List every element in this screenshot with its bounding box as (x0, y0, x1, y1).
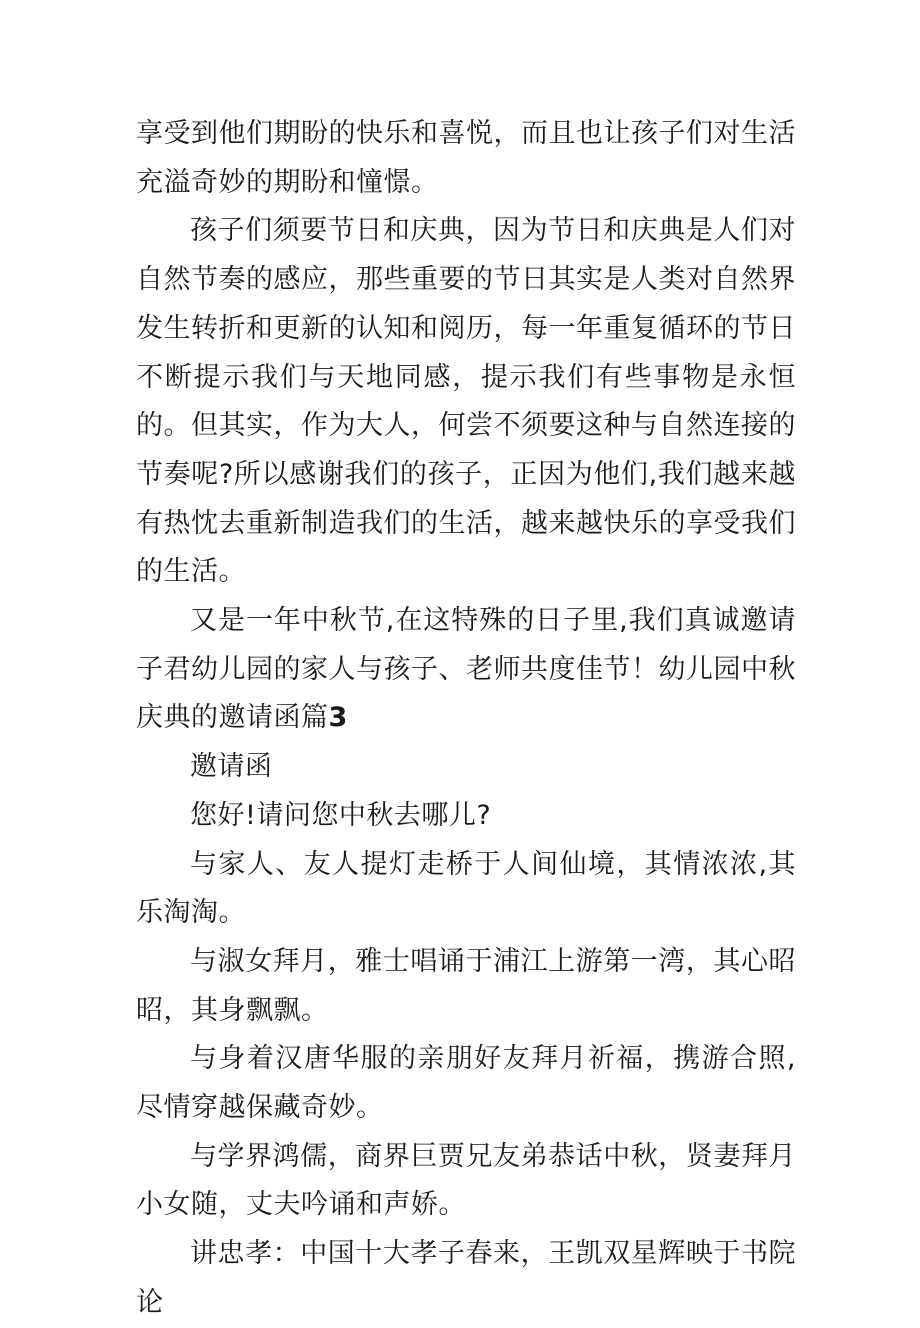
paragraph-loyalty: 讲忠孝：中国十大孝子春来，王凯双星辉映于书院论 (136, 1238, 796, 1318)
greeting: 您好!请问您中秋去哪儿? (190, 799, 492, 831)
paragraph-family: 与家人、友人提灯走桥于人间仙境，其情浓浓,其乐淘淘。 (136, 848, 796, 929)
paragraph-hanfu: 与身着汉唐华服的亲朋好友拜月祈福，携游合照,尽情穿越保藏奇妙。 (136, 1043, 796, 1124)
paragraph-1: 享受到他们期盼的快乐和喜悦，而且也让孩子们对生活充溢奇妙的期盼和憧憬。 (136, 118, 796, 198)
section-number: 3 (328, 702, 348, 734)
paragraph-3-text: 又是一年中秋节,在这特殊的日子里,我们真诚邀请子君幼儿园的家人与孩子、老师共度佳节！幼儿园中秋庆典的邀请函篇 (136, 605, 796, 734)
paragraph-scholars: 与学界鸿儒，商界巨贾兄友弟恭话中秋，贤妻拜月小女随，丈夫吟诵和声娇。 (136, 1140, 796, 1221)
paragraph-moon-worship: 与淑女拜月，雅士唱诵于浦江上游第一湾，其心昭昭，其身飘飘。 (136, 945, 796, 1026)
document-body (136, 110, 796, 1328)
paragraph-3 (136, 597, 796, 743)
paragraph-2: 孩子们须要节日和庆典，因为节日和庆典是人们对自然节奏的感应，那些重要的节日其实是人类对自然界发生转折和更新的认知和阅历，每一年重复循环的节日不断提示我们与天地同感，提示我们有些事物是永恒的。但其实，作为大人，何尝不须要这种与自然连接的节奏呢?所以感谢我们的孩子，正因为他们,我们越来越有热忱去重新制造我们的生活，越来越快乐的享受我们的生活。 (136, 215, 796, 588)
invitation-heading: 邀请函 (190, 751, 273, 783)
